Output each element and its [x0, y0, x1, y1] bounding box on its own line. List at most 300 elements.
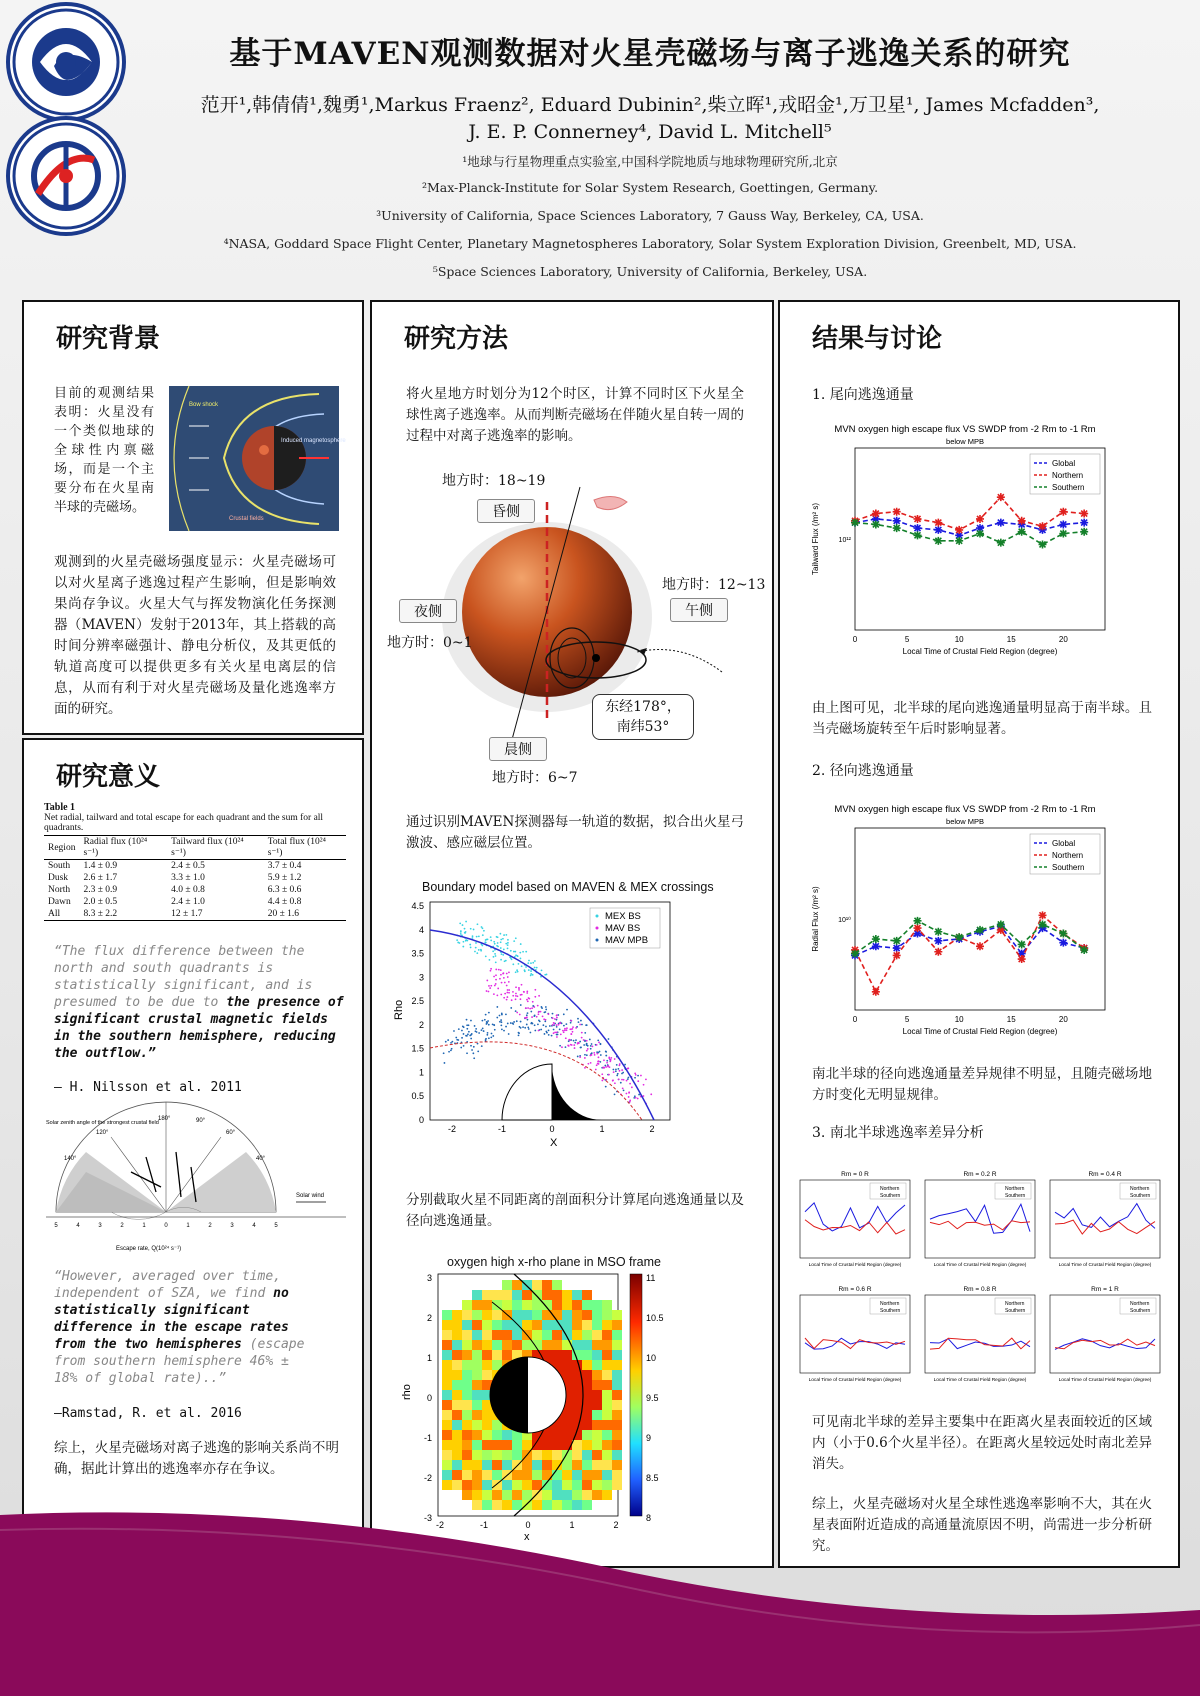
heat-cell: [602, 1490, 612, 1500]
heat-cell: [552, 1490, 562, 1500]
escape-table: [44, 802, 346, 921]
scatter-point: [495, 974, 497, 976]
heat-cell: [582, 1290, 592, 1300]
heat-cell: [472, 1440, 482, 1450]
scatter-point: [488, 1012, 490, 1014]
quote-ramstad-bold: no statistically significant difference in the escape rates from the two hemispheres: [54, 1286, 289, 1352]
heat-cell: [462, 1320, 472, 1330]
lt-top-label: 地方时：18~19: [442, 473, 546, 489]
polar-label-140: 140°: [64, 1156, 77, 1162]
scatter-point: [635, 1074, 637, 1076]
scatter-point: [490, 985, 492, 987]
heat-cell: [462, 1340, 472, 1350]
scatter-point: [545, 1026, 547, 1028]
scatter-point: [520, 1027, 522, 1029]
scatter-point: [450, 1042, 452, 1044]
scatter-point: [486, 1021, 488, 1023]
scatter-point: [482, 934, 484, 936]
heat-cell: [492, 1500, 502, 1510]
heat-cell: [612, 1340, 622, 1350]
scatter-point: [475, 1028, 477, 1030]
scatter-point: [466, 1052, 468, 1054]
scatter-point: [525, 951, 527, 953]
cbar-tick: 8.5: [646, 1473, 659, 1483]
scatter-point: [522, 1026, 524, 1028]
heat-cell: [442, 1420, 452, 1430]
heat-cell: [602, 1380, 612, 1390]
table-row: [44, 908, 346, 921]
heat-cell: [472, 1490, 482, 1500]
heat-cell: [522, 1300, 532, 1310]
scatter-point: [521, 984, 523, 986]
heat-cell: [462, 1400, 472, 1410]
scatter-point: [451, 1041, 453, 1043]
scatter-point: [606, 1062, 608, 1064]
table-cell: 2.4 ± 0.5: [171, 861, 205, 871]
scatter-point: [518, 1032, 520, 1034]
scatter-point: [505, 934, 507, 936]
scatter-point: [464, 932, 466, 934]
heat-cell: [452, 1420, 462, 1430]
boundary-ytick: 1: [418, 1067, 424, 1078]
heat-cell: [452, 1430, 462, 1440]
table-header-total: Total flux (10²⁴ s⁻¹): [267, 837, 326, 858]
scatter-point: [616, 1075, 618, 1077]
mini-xlabel: Local Time of Crustal Field Region (degree): [1058, 1378, 1152, 1383]
heat-cell: [562, 1340, 572, 1350]
scatter-point: [553, 1032, 555, 1034]
scatter-point: [566, 1027, 568, 1029]
significance-conclusion: 综上，火星壳磁场对离子逃逸的影响关系尚不明确，据此计算出的逃逸率亦存在争议。: [54, 1440, 339, 1477]
table-cell: 6.3 ± 0.6: [267, 885, 302, 895]
scatter-point: [443, 1052, 445, 1054]
heat-cell: [562, 1360, 572, 1370]
scatter-point: [530, 970, 532, 972]
scatter-point: [573, 1040, 575, 1042]
heat-cell: [462, 1410, 472, 1420]
table-cell: All: [48, 909, 61, 919]
mini-legend-south: Southern: [1005, 1193, 1026, 1199]
data-point: [955, 537, 963, 545]
boundary-xtick: -1: [497, 1124, 507, 1134]
scatter-point: [601, 1080, 603, 1082]
mini-legend-south: Southern: [1130, 1193, 1151, 1199]
footer-wave: [0, 1510, 1200, 1696]
mini-xlabel: Local Time of Crustal Field Region (degree): [808, 1378, 902, 1383]
heat-cell: [592, 1420, 602, 1430]
scatter-point: [494, 953, 496, 955]
mini-legend-south: Southern: [880, 1308, 901, 1314]
scatter-point: [579, 1024, 581, 1026]
scatter-point: [502, 938, 504, 940]
chart-xtick: 5: [904, 635, 910, 644]
heat-cell: [522, 1320, 532, 1330]
scatter-point: [460, 1047, 462, 1049]
heat-cell: [612, 1430, 622, 1440]
heat-cell: [442, 1370, 452, 1380]
heat-cell: [562, 1350, 572, 1360]
scatter-point: [470, 1038, 472, 1040]
heat-cell: [482, 1420, 492, 1430]
boundary-ytick: 4: [418, 924, 424, 935]
scatter-point: [533, 1006, 535, 1008]
heat-cell: [472, 1340, 482, 1350]
heat-cell: [612, 1450, 622, 1460]
heat-cell: [452, 1400, 462, 1410]
heat-xtick: 2: [613, 1520, 619, 1530]
heat-cell: [512, 1280, 522, 1290]
heat-cell: [582, 1300, 592, 1310]
data-point: [1059, 530, 1067, 538]
scatter-point: [494, 943, 496, 945]
chart-ylabel: Tailward Flux (/m² s): [811, 502, 820, 576]
scatter-point: [451, 1048, 453, 1050]
heat-cell: [512, 1300, 522, 1310]
scatter-point: [504, 993, 506, 995]
scatter-point: [615, 1068, 617, 1070]
scatter-point: [570, 1020, 572, 1022]
scatter-point: [615, 1070, 617, 1072]
scatter-point: [470, 1020, 472, 1022]
scatter-point: [499, 1015, 501, 1017]
heat-cell: [592, 1360, 602, 1370]
heat-cell: [552, 1500, 562, 1510]
heat-cell: [582, 1370, 592, 1380]
scatter-point: [503, 977, 505, 979]
heat-cell: [602, 1470, 612, 1480]
scatter-point: [631, 1086, 633, 1088]
scatter-point: [605, 1086, 607, 1088]
table-cell: 2.0 ± 0.5: [83, 897, 118, 907]
scatter-point: [556, 1026, 558, 1028]
mini-title: Rm = 0 R: [841, 1171, 869, 1178]
scatter-point: [532, 1001, 534, 1003]
heat-cell: [592, 1340, 602, 1350]
scatter-point: [495, 983, 497, 985]
heat-cell: [592, 1480, 602, 1490]
heat-cell: [452, 1370, 462, 1380]
scatter-point: [527, 1019, 529, 1021]
heat-cell: [522, 1480, 532, 1490]
scatter-point: [518, 1034, 520, 1036]
heat-cell: [482, 1470, 492, 1480]
significance-title: 研究意义: [56, 762, 161, 792]
scatter-point: [507, 944, 509, 946]
heat-cell: [512, 1330, 522, 1340]
scatter-point: [587, 1063, 589, 1065]
coord-callout: [592, 694, 694, 740]
scatter-point: [566, 1029, 568, 1031]
scatter-point: [545, 1006, 547, 1008]
heat-cell: [562, 1500, 572, 1510]
cite-ramstad: —Ramstad, R. et al. 2016: [54, 1406, 242, 1421]
heat-cell: [472, 1380, 482, 1390]
scatter-point: [485, 1014, 487, 1016]
scatter-point: [470, 928, 472, 930]
heat-cell: [562, 1470, 572, 1480]
scatter-point: [459, 922, 461, 924]
data-point: [1059, 520, 1067, 528]
heat-cell: [492, 1470, 502, 1480]
scatter-point: [506, 996, 508, 998]
scatter-point: [534, 960, 536, 962]
scatter-point: [624, 1064, 626, 1066]
boundary-xtick: 0: [549, 1124, 555, 1134]
scatter-point: [486, 1034, 488, 1036]
heat-ytick: -1: [423, 1433, 432, 1443]
scatter-point: [626, 1080, 628, 1082]
scatter-point: [614, 1093, 616, 1095]
heat-ytick: -2: [423, 1473, 432, 1483]
table-desc: Net radial, tailward and total escape for each quadrant and the sum for all quadrants.: [44, 813, 346, 836]
scatter-point: [500, 939, 502, 941]
legend-label: Global: [1052, 839, 1076, 848]
heat-cell: [612, 1400, 622, 1410]
scatter-point: [461, 1037, 463, 1039]
scatter-point: [512, 991, 514, 993]
heat-cell: [502, 1300, 512, 1310]
scatter-point: [486, 980, 488, 982]
boundary-ytick: 4.5: [411, 901, 424, 911]
heat-cell: [522, 1460, 532, 1470]
heat-ytick: 0: [426, 1393, 432, 1403]
scatter-point: [577, 1018, 579, 1020]
scatter-point: [525, 1017, 527, 1019]
scatter-point: [546, 1032, 548, 1034]
heat-cell: [512, 1500, 522, 1510]
scatter-point: [508, 1033, 510, 1035]
scatter-point: [477, 923, 479, 925]
heat-cell: [532, 1450, 542, 1460]
heat-cell: [602, 1330, 612, 1340]
scatter-point: [487, 1020, 489, 1022]
scatter-point: [560, 1033, 562, 1035]
heat-cell: [442, 1470, 452, 1480]
scatter-point: [489, 987, 491, 989]
data-point: [914, 924, 922, 932]
scatter-point: [574, 1047, 576, 1049]
results-text-1: 由上图可见，北半球的尾向逃逸通量明显高于南半球。且当壳磁场旋转至午后时影响显著。: [812, 700, 1152, 737]
heat-cell: [592, 1300, 602, 1310]
data-point: [851, 519, 859, 527]
scatter-point: [568, 1039, 570, 1041]
scatter-point: [510, 957, 512, 959]
chart-xtick: 0: [852, 1015, 858, 1024]
scatter-point: [503, 997, 505, 999]
scatter-point: [506, 999, 508, 1001]
heat-xlabel: x: [524, 1531, 530, 1543]
chart-xtick: 20: [1058, 635, 1068, 644]
heat-cell: [452, 1340, 462, 1350]
chart-xtick: 0: [852, 635, 858, 644]
scatter-point: [570, 1022, 572, 1024]
scatter-point: [495, 969, 497, 971]
scatter-point: [556, 1034, 558, 1036]
scatter-point: [534, 1030, 536, 1032]
scatter-point: [524, 969, 526, 971]
data-point: [893, 508, 901, 516]
scatter-point: [601, 1073, 603, 1075]
noon-tag: 午侧: [670, 598, 728, 622]
heat-cell: [442, 1430, 452, 1440]
polar-label-180: 180°: [158, 1116, 171, 1122]
heat-cell: [472, 1290, 482, 1300]
scatter-point: [547, 1013, 549, 1015]
heat-cell: [532, 1290, 542, 1300]
scatter-point: [614, 1082, 616, 1084]
heat-cell: [452, 1470, 462, 1480]
scatter-point: [491, 1033, 493, 1035]
heat-cell: [492, 1350, 502, 1360]
heat-cell: [532, 1500, 542, 1510]
scatter-point: [580, 1047, 582, 1049]
heat-cell: [462, 1420, 472, 1430]
heat-cell: [492, 1440, 502, 1450]
methods-para-3: 分别截取火星不同距离的剖面积分计算尾向逃逸通量以及径向逃逸通量。: [406, 1192, 744, 1229]
polar-escape-figure: [46, 1112, 346, 1257]
scatter-point: [577, 1043, 579, 1045]
heat-cell: [492, 1320, 502, 1330]
table-header-region: Region: [48, 842, 76, 853]
dawn-tag: 晨侧: [489, 737, 547, 761]
heat-cell: [502, 1290, 512, 1300]
heat-cell: [462, 1440, 472, 1450]
institute-logo-icon: [10, 6, 122, 118]
scatter-point: [600, 1043, 602, 1045]
scatter-point: [556, 1014, 558, 1016]
scatter-point: [627, 1077, 629, 1079]
scatter-point: [488, 991, 490, 993]
table-cell: 3.7 ± 0.4: [267, 861, 302, 871]
heat-cell: [562, 1410, 572, 1420]
boundary-title: Boundary model based on MAVEN & MEX crossings: [422, 880, 714, 894]
heat-cell: [562, 1300, 572, 1310]
lt-right-label: 地方时：12~13: [662, 577, 766, 593]
scatter-point: [589, 1039, 591, 1041]
scatter-point: [526, 992, 528, 994]
results-title: 结果与讨论: [812, 324, 943, 354]
table-header-radial: Radial flux (10²⁴ s⁻¹): [83, 837, 148, 858]
mini-legend-south: Southern: [1005, 1308, 1026, 1314]
scatter-point: [481, 1029, 483, 1031]
heat-cell: [492, 1430, 502, 1440]
table-cell: 2.3 ± 0.9: [83, 885, 118, 895]
heat-cell: [452, 1360, 462, 1370]
chart-ylabel: Radial Flux (/m² s): [811, 886, 820, 952]
table-cell: 4.4 ± 0.8: [267, 897, 302, 907]
scatter-point: [512, 995, 514, 997]
scatter-point: [575, 1039, 577, 1041]
scatter-point: [500, 969, 502, 971]
scatter-point: [500, 947, 502, 949]
heat-xtick: -2: [435, 1520, 445, 1530]
data-point: [1018, 955, 1026, 963]
data-point: [893, 524, 901, 532]
scatter-point: [586, 1050, 588, 1052]
scatter-point: [530, 1011, 532, 1013]
scatter-point: [606, 1060, 608, 1062]
heat-ylabel: rho: [401, 1384, 413, 1400]
heat-cell: [472, 1500, 482, 1510]
mini-xlabel: Local Time of Crustal Field Region (degree): [808, 1263, 902, 1268]
scatter-point: [617, 1073, 619, 1075]
scatter-point: [574, 1042, 576, 1044]
heat-cell: [502, 1350, 512, 1360]
heat-cell: [542, 1290, 552, 1300]
heat-cell: [592, 1310, 602, 1320]
scatter-point: [628, 1096, 630, 1098]
heat-cell: [572, 1460, 582, 1470]
scatter-point: [530, 962, 532, 964]
scatter-point: [527, 1000, 529, 1002]
heat-cell: [602, 1300, 612, 1310]
heat-cell: [472, 1300, 482, 1310]
heat-cell: [552, 1350, 562, 1360]
chart-xlabel: Local Time of Crustal Field Region (degree): [902, 1027, 1058, 1036]
mini-xlabel: Local Time of Crustal Field Region (degree): [933, 1263, 1027, 1268]
heat-cell: [582, 1340, 592, 1350]
heat-cell: [502, 1460, 512, 1470]
scatter-point: [500, 1019, 502, 1021]
scatter-point: [530, 1023, 532, 1025]
scatter-point: [515, 993, 517, 995]
scatter-point: [542, 1015, 544, 1017]
heat-cell: [482, 1490, 492, 1500]
heat-cell: [612, 1320, 622, 1330]
polar-ticks: [54, 1223, 278, 1229]
heat-cell: [462, 1480, 472, 1490]
heat-cell: [522, 1440, 532, 1450]
heat-cell: [552, 1300, 562, 1310]
scatter-point: [598, 1041, 600, 1043]
scatter-point: [515, 954, 517, 956]
data-point: [934, 537, 942, 545]
scatter-point: [511, 999, 513, 1001]
scatter-point: [599, 1061, 601, 1063]
scatter-point: [506, 985, 508, 987]
scatter-point: [489, 959, 491, 961]
scatter-point: [495, 955, 497, 957]
data-point: [872, 988, 880, 996]
heat-cell: [492, 1330, 502, 1340]
scatter-point: [481, 1045, 483, 1047]
scatter-point: [570, 1033, 572, 1035]
lab-logo-icon: [10, 120, 122, 232]
scatter-point: [610, 1057, 612, 1059]
scatter-point: [603, 1059, 605, 1061]
heat-cell: [572, 1420, 582, 1430]
data-point: [1080, 528, 1088, 536]
chart-xtick: 10: [954, 635, 964, 644]
scatter-point: [447, 1039, 449, 1041]
quote-ramstad: [54, 1268, 314, 1387]
heat-cell: [612, 1330, 622, 1340]
data-point: [997, 519, 1005, 527]
scatter-point: [545, 1019, 547, 1021]
scatter-point: [505, 1026, 507, 1028]
scatter-point: [528, 969, 530, 971]
scatter-point: [607, 1066, 609, 1068]
heat-cell: [482, 1450, 492, 1460]
data-point: [934, 519, 942, 527]
scatter-point: [474, 1025, 476, 1027]
scatter-point: [464, 928, 466, 930]
cbar-tick: 11: [646, 1273, 656, 1283]
heat-cell: [612, 1310, 622, 1320]
methods-para-2: 通过识别MAVEN探测器每一轨道的数据，拟合出火星弓激波、感应磁层位置。: [406, 814, 744, 851]
table-cell: 8.3 ± 2.2: [83, 909, 118, 919]
scatter-point: [532, 974, 534, 976]
